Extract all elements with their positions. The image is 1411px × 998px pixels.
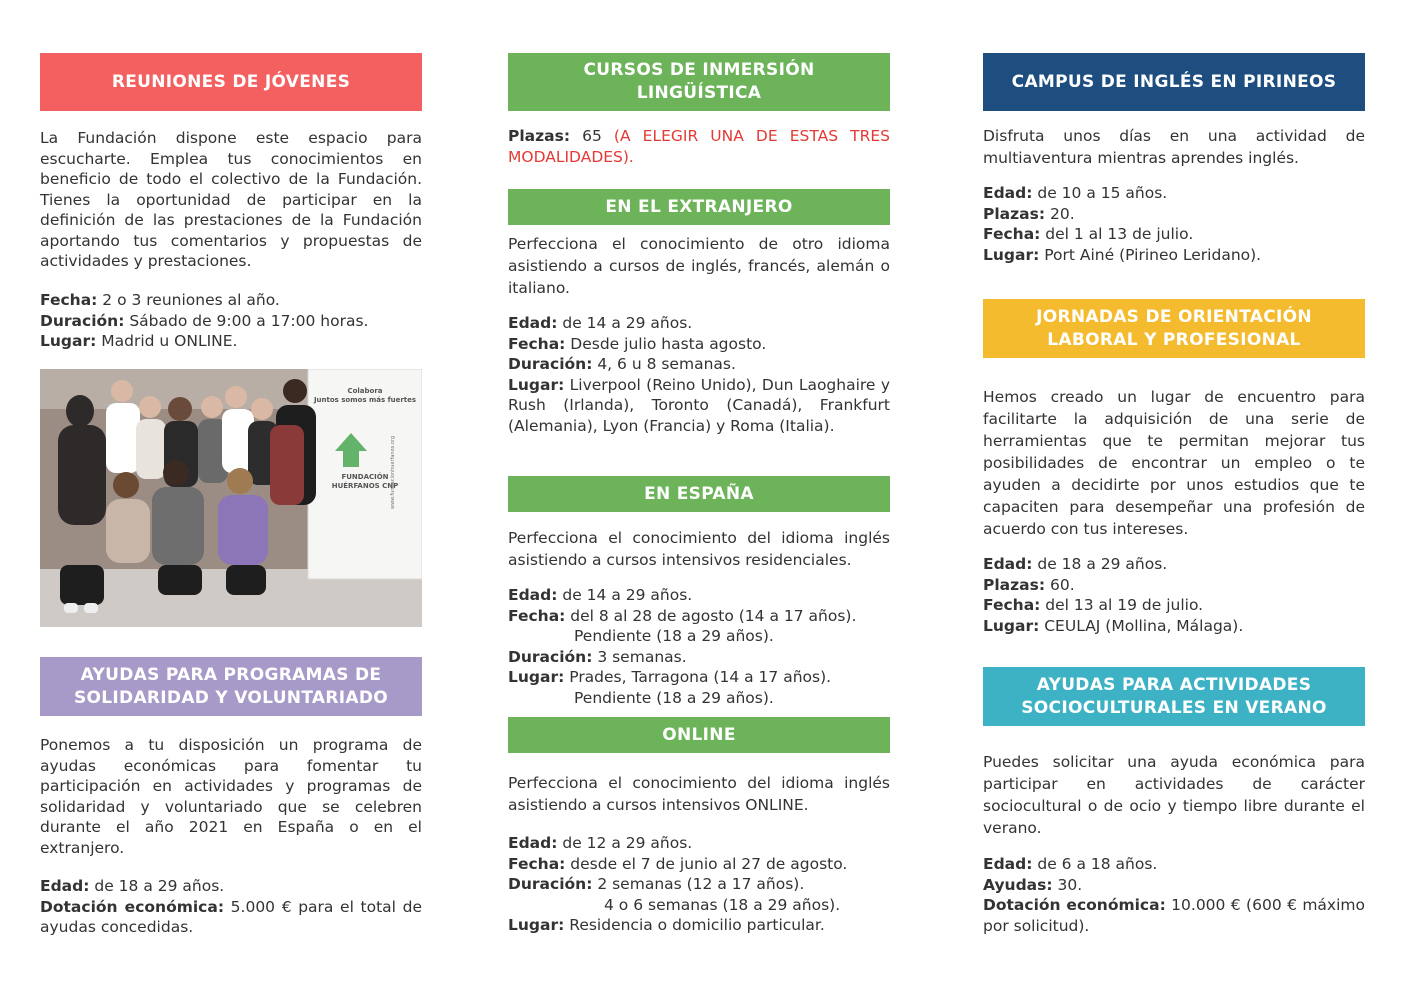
lugar-value: Prades, Tarragona (14 a 17 años).	[564, 668, 832, 686]
duracion-label: Duración:	[508, 647, 593, 666]
edad-label: Edad:	[983, 855, 1033, 873]
reuniones-header	[40, 53, 422, 111]
jornadas-header	[983, 299, 1365, 358]
online-body: Perfecciona el conocimiento del idioma inglés asistiendo a cursos intensivos ONLINE.	[508, 774, 890, 814]
fecha-label: Fecha:	[983, 225, 1041, 243]
fecha-label: Fecha:	[508, 606, 566, 625]
jornadas-title-line2: LABORAL Y PROFESIONAL	[1047, 329, 1301, 350]
edad-value: de 10 a 15 años.	[1032, 184, 1168, 202]
fecha-value: del 1 al 13 de julio.	[1040, 225, 1194, 243]
lugar-value: Liverpool (Reino Unido), Dun Laoghaire y Rush (Irlanda), Toronto (Canadá), Frankfurt (Alemania), Lyon (Francia) y Roma (Italia).	[508, 375, 890, 435]
jornadas-info	[983, 554, 1365, 636]
edad-label: Edad:	[508, 834, 558, 852]
banner-logo-text	[312, 473, 418, 491]
lugar-value: Port Ainé (Pirineo Leridano).	[1039, 245, 1262, 264]
solidaridad-title-line1: AYUDAS PARA PROGRAMAS DE	[80, 664, 382, 685]
socioculturales-title-line1: AYUDAS PARA ACTIVIDADES	[1036, 674, 1312, 695]
fecha-value-2: Pendiente (18 a 29 años).	[574, 627, 774, 645]
espana-header	[508, 476, 890, 512]
lugar-label: Lugar:	[508, 375, 565, 394]
plazas-note: (A ELEGIR UNA DE ESTAS TRES MODALIDADES).	[508, 127, 890, 166]
extranjero-info	[508, 313, 890, 436]
lugar-label: Lugar:	[983, 245, 1040, 264]
fecha-label: Fecha:	[40, 291, 98, 309]
online-info	[508, 833, 890, 936]
lugar-label: Lugar:	[508, 916, 565, 934]
extranjero-header	[508, 189, 890, 225]
duracion-value: Sábado de 9:00 a 17:00 horas.	[124, 311, 369, 330]
banner-line1: Colabora	[347, 387, 383, 395]
campus-info	[983, 183, 1365, 265]
edad-label: Edad:	[40, 877, 90, 895]
online-header	[508, 717, 890, 753]
ayudas-value: 30.	[1052, 875, 1083, 894]
fecha-label: Fecha:	[508, 854, 566, 873]
cursos-plazas	[508, 126, 890, 167]
campus-header	[983, 53, 1365, 111]
socioculturales-info	[983, 854, 1365, 936]
fecha-value: Desde julio hasta agosto.	[565, 334, 767, 353]
lugar-label: Lugar:	[40, 332, 97, 350]
plazas-label: Plazas:	[983, 575, 1046, 594]
banner-url: www.fundacionhuerfanos.org	[390, 435, 396, 509]
edad-value: de 18 a 29 años.	[89, 877, 225, 895]
plazas-label: Plazas:	[508, 127, 571, 145]
solidaridad-header	[40, 657, 422, 716]
fecha-label: Fecha:	[508, 334, 566, 353]
plazas-value: 20.	[1045, 204, 1075, 223]
reuniones-info	[40, 290, 422, 352]
reuniones-title: REUNIONES DE JÓVENES	[111, 71, 351, 92]
lugar-label: Lugar:	[983, 616, 1040, 635]
edad-label: Edad:	[983, 555, 1033, 573]
duracion-label: Duración:	[508, 875, 593, 893]
cursos-title-line1: CURSOS DE INMERSIÓN	[583, 60, 815, 80]
duracion-value: 3 semanas.	[592, 647, 687, 666]
fecha-value: del 13 al 19 de julio.	[1040, 596, 1204, 614]
dotacion-value: 10.000 € (600 € máximo por solicitud).	[983, 896, 1365, 935]
ayudas-label: Ayudas:	[983, 875, 1053, 894]
socioculturales-header	[983, 667, 1365, 726]
lugar-label: Lugar:	[508, 668, 565, 686]
plazas-value: 60.	[1045, 575, 1075, 594]
solidaridad-info	[40, 876, 422, 938]
campus-title: CAMPUS DE INGLÉS EN PIRINEOS	[1011, 71, 1337, 92]
banner-logo-line2: HUÉRFANOS CNP	[331, 482, 399, 490]
jornadas-body: Hemos creado un lugar de encuentro para facilitarte la adquisición de una serie de herramientas que te permitan mejorar tus posibilidades de encontrar un empleo o te ayuden a decidirte por unos estudios que te capaciten para desempeñar una profesión de acuerdo con tus intereses.	[983, 388, 1365, 538]
banner-logo-line1: FUNDACIÓN	[341, 473, 389, 481]
duracion-value: 4, 6 u 8 semanas.	[592, 355, 736, 373]
fecha-value: desde el 7 de junio al 27 de agosto.	[565, 854, 848, 873]
banner-text	[312, 387, 418, 405]
socioculturales-title-line2: SOCIOCULTURALES EN VERANO	[1021, 697, 1327, 718]
campus-body: Disfruta unos días en una actividad de multiaventura mientras aprendes inglés.	[983, 127, 1365, 167]
edad-value: de 14 a 29 años.	[557, 314, 693, 332]
plazas-value: 65	[570, 127, 614, 145]
edad-value: de 6 a 18 años.	[1032, 855, 1158, 873]
cursos-header	[508, 53, 890, 111]
online-title: ONLINE	[662, 725, 736, 745]
espana-body: Perfecciona el conocimiento del idioma inglés asistiendo a cursos intensivos residenciales.	[508, 529, 890, 569]
lugar-value-2: Pendiente (18 a 29 años).	[574, 688, 774, 707]
espana-info	[508, 585, 890, 708]
edad-label: Edad:	[508, 586, 558, 604]
dotacion-value: 5.000 € para el total de ayudas concedidas.	[40, 897, 422, 936]
duracion-value: 2 semanas (12 a 17 años).	[592, 875, 805, 893]
duracion-label: Duración:	[40, 311, 125, 330]
plazas-label: Plazas:	[983, 204, 1046, 223]
duracion-value-2: 4 o 6 semanas (18 a 29 años).	[604, 895, 841, 914]
lugar-value: Residencia o domicilio particular.	[564, 916, 825, 934]
banner-line2: Juntos somos más fuertes	[313, 396, 417, 404]
reuniones-body: La Fundación dispone este espacio para escucharte. Emplea tus conocimientos en beneficio de todo el colectivo de la Fundación. Tienes la oportunidad de participar en la definición de las prestaciones de la Fundación aportando tus comentarios y propuestas de actividades y prestaciones.	[40, 129, 422, 270]
fecha-value: 2 o 3 reuniones al año.	[97, 291, 280, 309]
socioculturales-body: Puedes solicitar una ayuda económica para participar en actividades de carácter sociocultural o de ocio y tiempo libre durante el verano.	[983, 753, 1365, 837]
edad-value: de 14 a 29 años.	[557, 586, 693, 604]
edad-value: de 18 a 29 años.	[1032, 555, 1168, 573]
edad-value: de 12 a 29 años.	[557, 834, 693, 852]
fecha-value: del 8 al 28 de agosto (14 a 17 años).	[565, 606, 857, 625]
lugar-value: Madrid u ONLINE.	[96, 332, 238, 350]
espana-title: EN ESPAÑA	[644, 484, 754, 504]
edad-label: Edad:	[983, 184, 1033, 202]
fecha-label: Fecha:	[983, 596, 1041, 614]
jornadas-title-line1: JORNADAS DE ORIENTACIÓN	[1036, 306, 1312, 327]
extranjero-title: EN EL EXTRANJERO	[605, 197, 793, 217]
cursos-title-line2: LINGÜÍSTICA	[636, 83, 762, 103]
group-photo	[40, 369, 422, 627]
edad-label: Edad:	[508, 314, 558, 332]
duracion-label: Duración:	[508, 355, 593, 373]
dotacion-label: Dotación económica:	[40, 897, 225, 916]
dotacion-label: Dotación económica:	[983, 896, 1166, 914]
lugar-value: CEULAJ (Mollina, Málaga).	[1039, 616, 1244, 635]
solidaridad-body: Ponemos a tu disposición un programa de ayudas económicas para fomentar tu participación en actividades y programas de solidaridad y voluntariado que se celebren durante el año 2021 en España o en el extranjero.	[40, 736, 422, 857]
extranjero-body: Perfecciona el conocimiento de otro idioma asistiendo a cursos de inglés, francés, alemán o italiano.	[508, 235, 890, 297]
solidaridad-title-line2: SOLIDARIDAD Y VOLUNTARIADO	[74, 687, 388, 708]
group-photo-illustration	[40, 369, 422, 627]
